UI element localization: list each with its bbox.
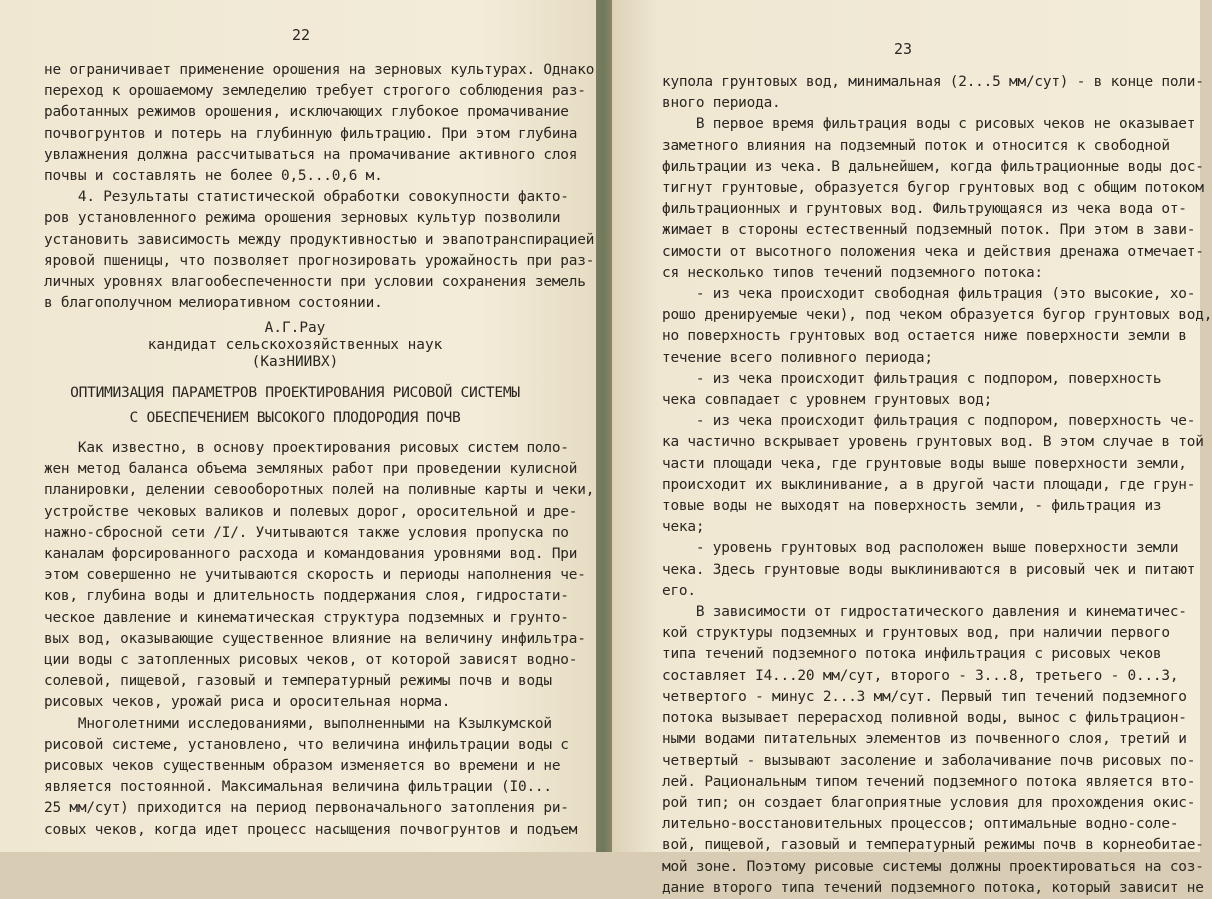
page-number: 23 [894,40,913,58]
right-page [612,0,1212,896]
page-number: 22 [292,26,311,44]
body-text-top: не ограничивает применение орошения на зерновых культурах. Однако переход к орошаемому земледелию требует строгого соблюдения раз- работанных режимов орошения, исключающих глубокое промачивание почвогрунтов и потерь на глубинную фильтрацию. При этом глубина увлажнения должна рассчитываться на промачивание активного слоя почвы и составлять не более 0,5...0,6 м. 4. Результаты статистической обработки совокупности факто- ров установленного режима орошения зерновых культур позволили установить зависимость между продуктивностью и эвапотранспирацией яровой пшеницы, что позволяет прогнозировать урожайность при раз- личных уровнях влагообеспеченности при условии сохранения земель в благополучном мелиоративном состоянии. [44,62,595,312]
article-title: ОПТИМИЗАЦИЯ ПАРАМЕТРОВ ПРОЕКТИРОВАНИЯ РИСОВОЙ СИСТЕМЫ С ОБЕСПЕЧЕНИЕМ ВЫСОКОГО ПЛОДОРОДИЯ ПОЧВ [70,384,520,426]
book-gutter [596,0,612,852]
body-text-bottom: Как известно, в основу проектирования рисовых систем поло- жен метод баланса объема земляных работ при проведении кулисной планировки, делении севооборотных полей на поливные карты и чеки, устройстве чековых валиков и полевых дорог, оросительной и дре- нажно-сбросной сети /I/. Учитываются также условия пропуска по каналам форсированного расхода и командования уровнями вод. При этом совершенно не учитываются скорость и периоды наполнения че- ков, глубина воды и длительность поддержания слоя, гидростати- ческое давление и кинематическая структура подземных и грунто- вых вод, оказывающие существенное влияние на величину инфильтра- ции воды с затопленных рисовых чеков, от которой зависят водно- солевой, пищевой, газовый и температурный режимы почв и воды рисовых чеков, урожай риса и оросительная норма. Многолетними исследованиями, выполненными на Кзылкумской рисовой системе, установлено, что величина инфильтрации воды с рисовых чеков существенным образом изменяется во времени и не является постоянной. Максимальная величина фильтрации (I0... 25 мм/сут) приходится на период первоначального затопления ри- совых чеков, когда идет процесс насыщения почвогрунтов и подъем [44,440,595,838]
author-block: А.Г.Рау кандидат сельскохозяйственных наук (КазНИИВХ) [147,320,443,370]
body-text: купола грунтовых вод, минимальная (2...5 мм/сут) - в конце поли- вного периода. В первое время фильтрация воды с рисовых чеков не оказывает заметного влияния на подземный поток и относится к свободной фильтрации из чека. В дальнейшем, когда фильтрационные воды дос- тигнут грунтовые, образуется бугор грунтовых вод с общим потоком фильтрационных и грунтовых вод. Фильтрующаяся из чека вода от- жимает в стороны естественный подземный поток. При этом в зави- симости от высотного положения чека и действия дренажа отмечает- ся несколько типов течений подземного потока: - из чека происходит свободная фильтрация (это высокие, хо- рошо дренируемые чеки), под чеком образуется бугор грунтовых вод, но поверхность грунтовых вод остается ниже поверхности земли в течение всего поливного периода; - из чека происходит фильтрация с подпором, поверхность чека совпадает с уровнем грунтовых вод; - из чека происходит фильтрация с подпором, поверхность че- ка частично вскрывает уровень грунтовых вод. В этом случае в той части площади чека, где грунтовые воды выше поверхности земли, происходит их выклинивание, а в другой части площади, где грун- товые воды не выходят на поверхность земли, - фильтрация из чека; - уровень грунтовых вод расположен выше поверхности земли чека. Здесь грунтовые воды выклиниваются в рисовый чек и питают его. В зависимости от гидростатического давления и кинематичес- кой структуры подземных и грунтовых вод, при наличии первого типа течений подземного потока инфильтрация с рисовых чеков составляет I4...20 мм/сут, второго - 3...8, третьего - 0...3, четвертого - минус 2...3 мм/сут. Первый тип течений подземного потока вызывает перерасход поливной воды, вынос с фильтрацион- ными водами питательных элементов из почвенного слоя, третий и четвертый - вызывают засоление и заболачивание почв рисовых по- лей. Рациональным типом течений подземного потока является вто- рой тип; он создает благоприятные условия для прохождения окис- лительно-восстановительных процессов; оптимальные водно-соле- вой, пищевой, газовый и температурный режимы почв в корнеобитае- мой зоне. Поэтому рисовые системы должны проектироваться на соз- дание второго типа течений подземного потока, который зависит не [662,74,1212,896]
left-page [0,0,596,852]
